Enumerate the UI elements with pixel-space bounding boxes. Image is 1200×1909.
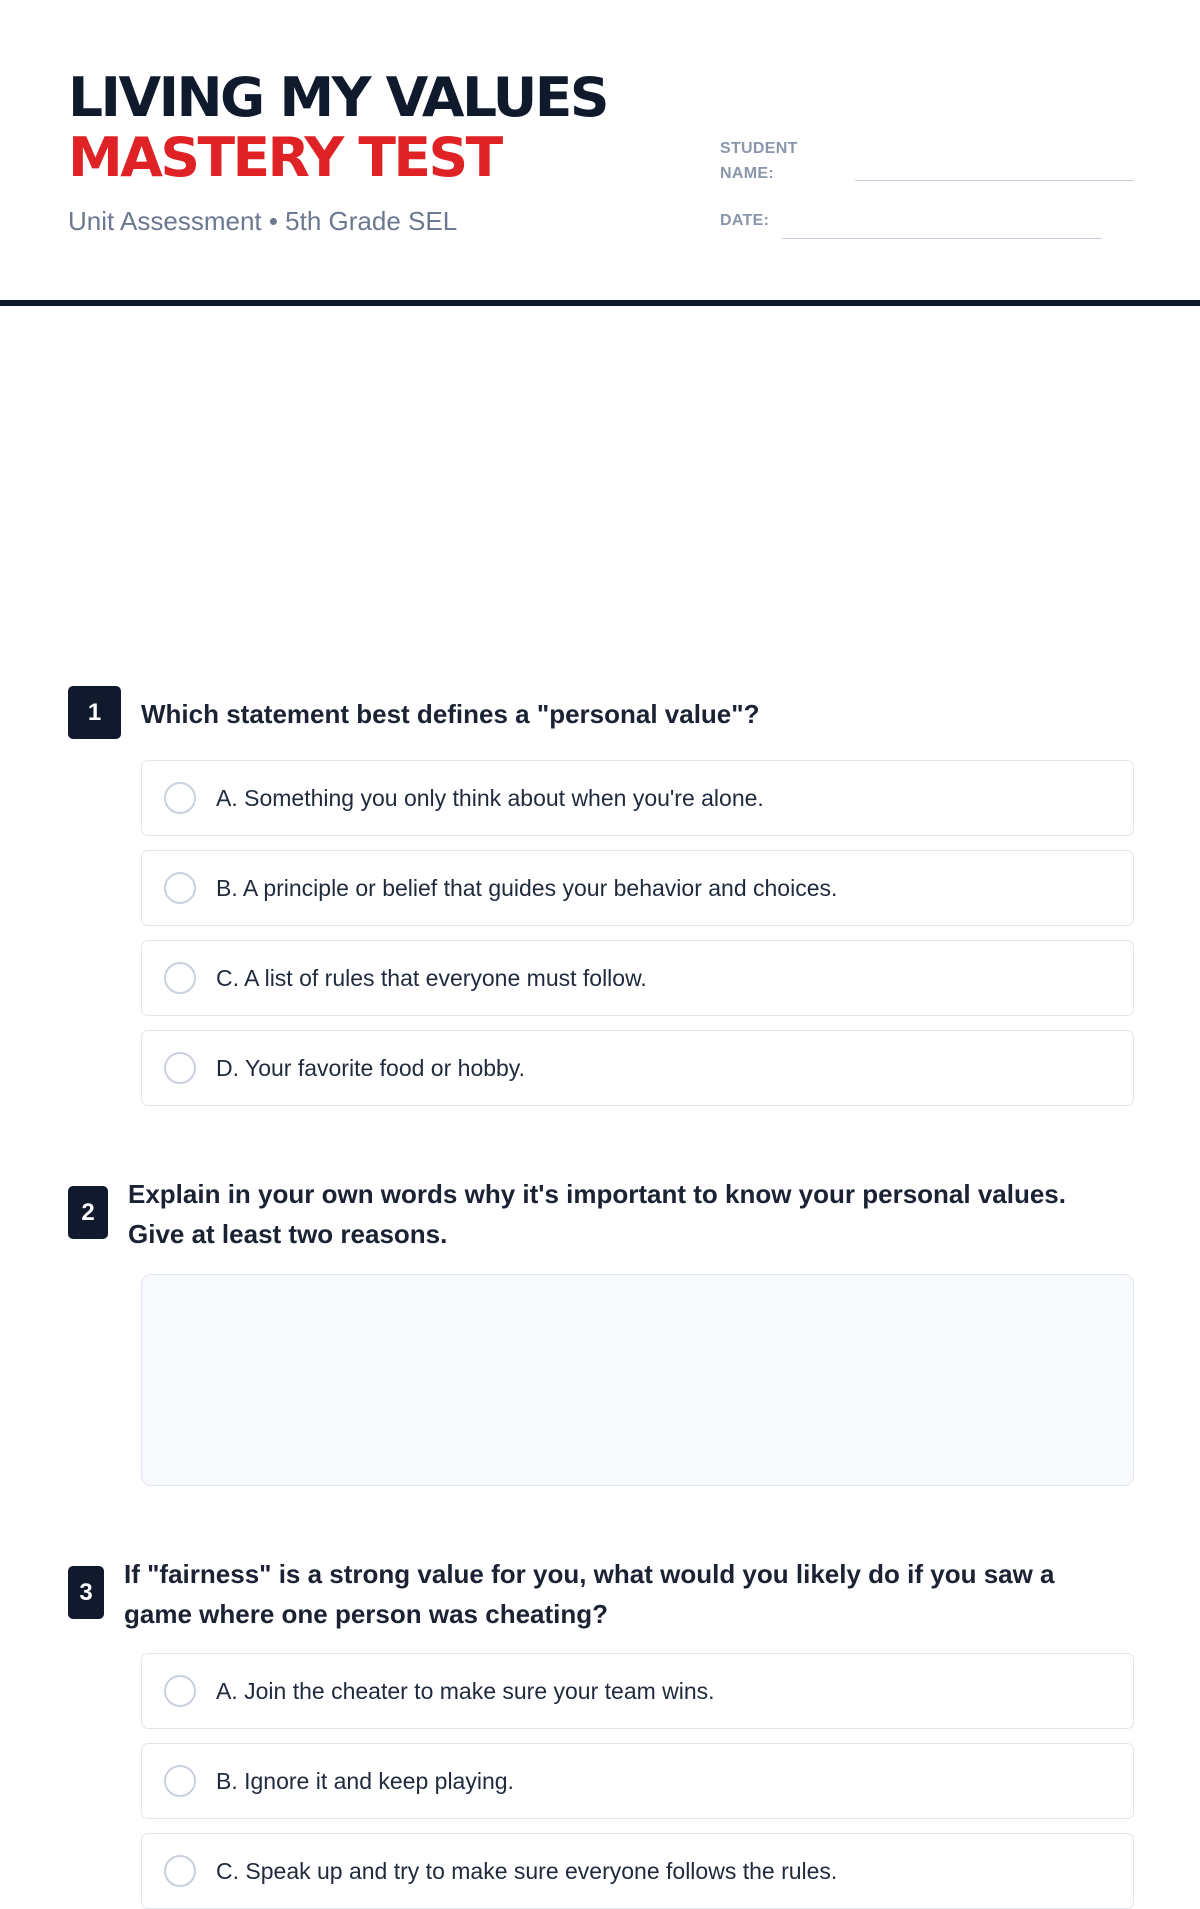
answer-option-text: B. Ignore it and keep playing. (216, 1767, 514, 1794)
answer-option-text: D. Your favorite food or hobby. (216, 1054, 525, 1081)
date-line[interactable] (782, 238, 1102, 239)
answer-option-text: C. Speak up and try to make sure everyone follows the rules. (216, 1857, 838, 1884)
radio-button[interactable] (164, 1855, 196, 1887)
question-text: Which statement best defines a "personal value"? (141, 699, 760, 729)
student-name-label-line1: STUDENT (720, 140, 798, 157)
date-label: DATE: (720, 212, 770, 229)
radio-button[interactable] (164, 782, 196, 814)
test-title: LIVING MY VALUES (68, 66, 607, 129)
answer-option-text: C. A list of rules that everyone must follow. (216, 964, 647, 991)
question-number-badge: 2 (68, 1186, 108, 1239)
test-header (0, 0, 1200, 306)
question-text-line: If "fairness" is a strong value for you, what would you likely do if you saw a (124, 1559, 1055, 1589)
answer-textarea[interactable] (141, 1274, 1134, 1486)
answer-option-text: A. Join the cheater to make sure your team wins. (216, 1677, 715, 1704)
radio-button[interactable] (164, 1675, 196, 1707)
student-name-label-line2: NAME: (720, 165, 774, 182)
question-number-badge: 3 (68, 1566, 104, 1619)
answer-option[interactable] (141, 1030, 1134, 1106)
question-text-line: game where one person was cheating? (124, 1599, 609, 1629)
radio-button[interactable] (164, 872, 196, 904)
answer-option[interactable] (141, 940, 1134, 1016)
radio-button[interactable] (164, 962, 196, 994)
question-text-line: Explain in your own words why it's important to know your personal values. (128, 1179, 1066, 1209)
question-number-badge: 1 (68, 686, 121, 739)
answer-option[interactable] (141, 1743, 1134, 1819)
question-text-line: Give at least two reasons. (128, 1219, 448, 1249)
student-name-line[interactable] (855, 180, 1134, 181)
answer-option-text: B. A principle or belief that guides your behavior and choices. (216, 874, 838, 901)
question-text (124, 1554, 1055, 1634)
answer-option[interactable] (141, 760, 1134, 836)
test-title-highlight: MASTERY TEST (68, 126, 501, 189)
answer-option[interactable] (141, 1653, 1134, 1729)
question-text (128, 1174, 1066, 1254)
test-subtitle: Unit Assessment • 5th Grade SEL (68, 206, 458, 236)
answer-option-text: A. Something you only think about when you're alone. (216, 784, 764, 811)
answer-option[interactable] (141, 1833, 1134, 1909)
title-block (68, 66, 607, 237)
radio-button[interactable] (164, 1765, 196, 1797)
radio-button[interactable] (164, 1052, 196, 1084)
answer-option[interactable] (141, 850, 1134, 926)
student-name-label (720, 136, 798, 186)
